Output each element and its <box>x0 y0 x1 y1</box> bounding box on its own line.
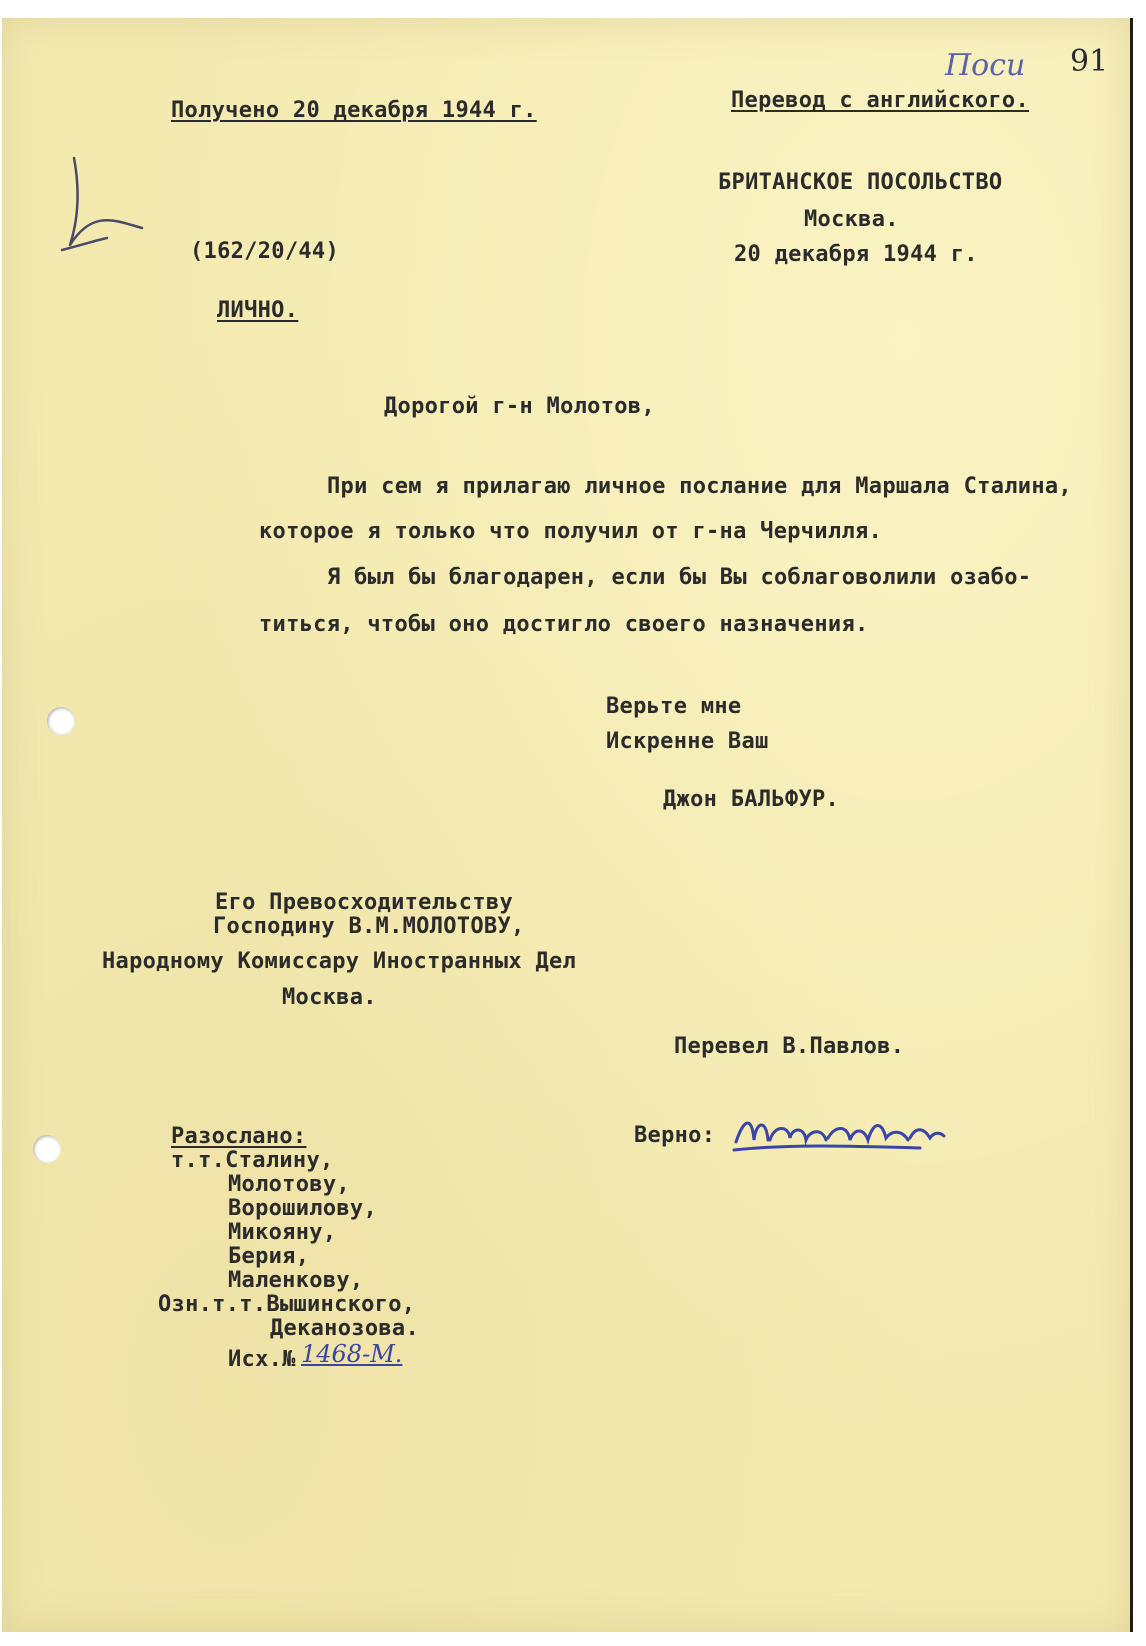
signatory-name: Джон БАЛЬФУР. <box>663 787 840 812</box>
body-p2-line1: Я был бы благодарен, если бы Вы соблаговолили озабо- <box>327 565 1032 590</box>
received-date: Получено 20 декабря 1944 г. <box>171 98 537 123</box>
distribution-line: Микояну, <box>228 1220 337 1245</box>
translator-line: Перевел В.Павлов. <box>674 1034 905 1059</box>
distribution-line: Озн.т.т.Вышинского, <box>158 1292 416 1317</box>
archive-mark: Поси <box>945 48 1026 83</box>
distribution-line: Берия, <box>228 1244 310 1269</box>
distribution-line: Ворошилову, <box>228 1196 377 1221</box>
punch-hole-lower <box>33 1135 61 1163</box>
distribution-line: Маленкову, <box>228 1268 364 1293</box>
addressee-line3: Народному Комиссару Иностранных Дел <box>102 949 577 974</box>
addressee-line1: Его Превосходительству <box>215 890 513 915</box>
punch-hole-upper <box>47 707 75 735</box>
body-p1-line2: которое я только что получил от г-на Черчилля. <box>259 519 883 544</box>
addressee-line2: Господину В.М.МОЛОТОВУ, <box>213 914 525 939</box>
outgoing-number: 1468-М. <box>301 1340 403 1368</box>
closing-line1: Верьте мне <box>606 694 742 719</box>
translation-note: Перевод с английского. <box>731 88 1029 113</box>
distribution-title: Разослано: <box>171 1124 307 1149</box>
body-p1-line1: При сем я прилагаю личное послание для Маршала Сталина, <box>327 474 1072 499</box>
distribution-line: Деканозова. <box>270 1316 419 1341</box>
salutation: Дорогой г-н Молотов, <box>384 394 655 419</box>
certifier-signature <box>730 1110 960 1160</box>
closing-line2: Искренне Ваш <box>606 729 769 754</box>
reference-number: (162/20/44) <box>190 239 339 264</box>
distribution-line: Молотову, <box>228 1172 350 1197</box>
classification-mark: ЛИЧНО. <box>217 298 299 323</box>
addressee-line4: Москва. <box>282 985 377 1010</box>
initials-mark <box>52 150 152 260</box>
body-p2-line2: титься, чтобы оно достигло своего назначения. <box>259 612 869 637</box>
sender-org: БРИТАНСКОЕ ПОСОЛЬСТВО <box>718 170 1003 195</box>
sender-city: Москва. <box>804 207 899 232</box>
distribution-line: т.т.Сталину, <box>171 1148 334 1173</box>
outgoing-label: Исх.№ <box>228 1347 296 1372</box>
certified-label: Верно: <box>634 1123 716 1148</box>
sender-date: 20 декабря 1944 г. <box>734 242 978 267</box>
sheet-number: 91 <box>1070 44 1109 79</box>
